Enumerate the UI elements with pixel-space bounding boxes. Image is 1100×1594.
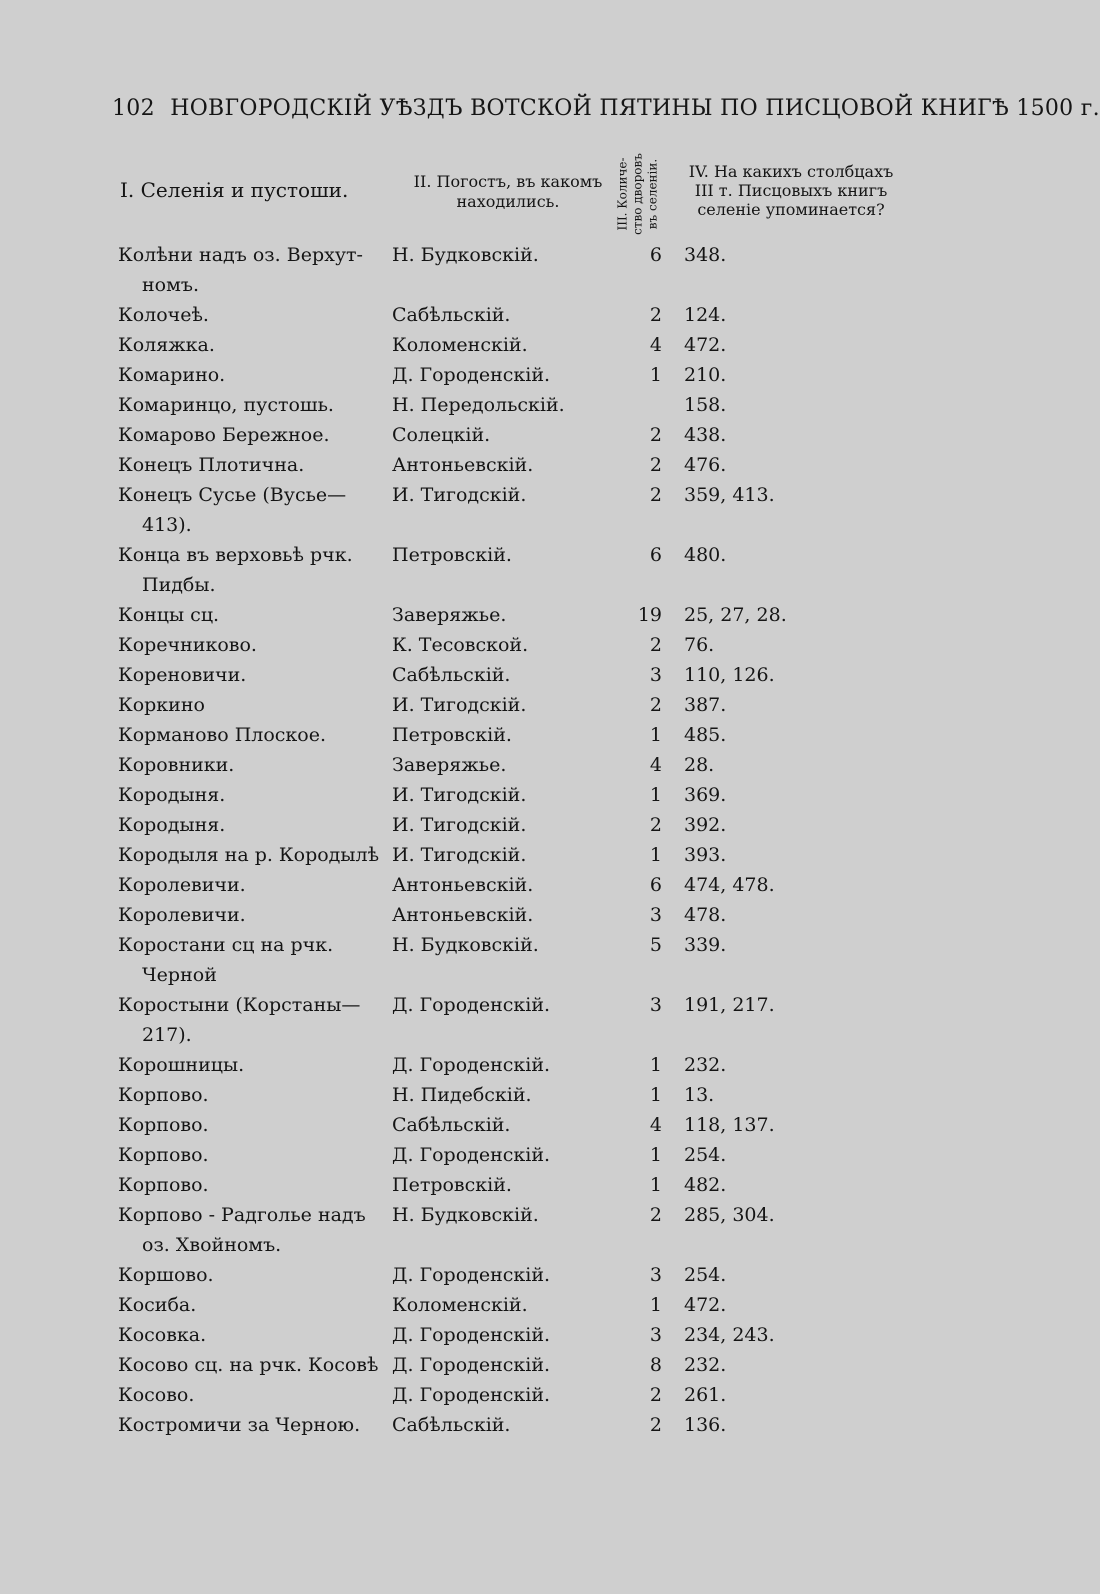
household-count: 3 (649, 664, 662, 686)
column-header-settlements-text: I. Селенія и пустоши. (120, 178, 349, 202)
pogost-name: Петровскій. (392, 1174, 512, 1196)
pogost-name: И. Тигодскій. (392, 784, 527, 806)
table-row (0, 1260, 1000, 1290)
household-count: 1 (649, 724, 662, 746)
table-row (0, 840, 1000, 870)
table-row (0, 780, 1000, 810)
book-column-refs: 124. (684, 304, 727, 326)
settlement-name (118, 1200, 386, 1260)
column-header-pogost-line: II. Погостъ, въ какомъ (413, 172, 603, 191)
pogost-name: Д. Городенскій. (392, 364, 551, 386)
settlement-name-line: Костромичи за Черною. (118, 1414, 361, 1436)
settlement-name-line: Корпово. (118, 1114, 209, 1136)
book-column-refs: 232. (684, 1354, 727, 1376)
settlement-name-line: номъ. (142, 274, 200, 296)
pogost-name: И. Тигодскій. (392, 844, 527, 866)
table-row (0, 360, 1000, 390)
column-header-households (616, 148, 660, 240)
table-row (0, 810, 1000, 840)
pogost-name: Н. Будковскій. (392, 1204, 539, 1226)
table-row (0, 1350, 1000, 1380)
settlement-name-line: Черной (142, 964, 217, 986)
settlement-name-line: Кореновичи. (118, 664, 247, 686)
book-column-refs: 348. (684, 244, 727, 266)
settlement-name-line: Конца въ верховьѣ рчк. (118, 544, 353, 566)
table-row (0, 480, 1000, 540)
column-header-households-line: III. Количе- (615, 157, 630, 231)
settlement-name-line: Пидбы. (142, 574, 216, 596)
book-column-refs: 261. (684, 1384, 727, 1406)
household-count: 4 (649, 334, 662, 356)
pogost-name: Солецкій. (392, 424, 491, 446)
household-count: 3 (649, 994, 662, 1016)
book-column-refs: 285, 304. (684, 1204, 775, 1226)
book-column-refs: 369. (684, 784, 727, 806)
settlement-name-line: Косовка. (118, 1324, 207, 1346)
settlement-name-line: Косиба. (118, 1294, 197, 1316)
settlement-name (118, 600, 386, 630)
table-row (0, 990, 1000, 1050)
settlement-name-line: Корпово. (118, 1144, 209, 1166)
settlement-name (118, 420, 386, 450)
settlement-name (118, 390, 386, 420)
table-row (0, 1290, 1000, 1320)
settlement-name-line: Кородыня. (118, 814, 226, 836)
household-count: 2 (649, 1204, 662, 1226)
book-column-refs: 482. (684, 1174, 727, 1196)
pogost-name: И. Тигодскій. (392, 814, 527, 836)
pogost-name: Н. Будковскій. (392, 934, 539, 956)
table-row (0, 1320, 1000, 1350)
household-count: 2 (649, 484, 662, 506)
book-column-refs: 158. (684, 394, 727, 416)
pogost-name: Коломенскій. (392, 334, 528, 356)
household-count: 3 (649, 1264, 662, 1286)
settlement-name-line: Коршово. (118, 1264, 214, 1286)
book-column-refs: 474, 478. (684, 874, 775, 896)
household-count: 1 (649, 1174, 662, 1196)
household-count: 2 (649, 454, 662, 476)
settlement-name (118, 990, 386, 1050)
settlement-name (118, 630, 386, 660)
household-count: 1 (649, 364, 662, 386)
settlement-name-line: оз. Хвойномъ. (142, 1234, 282, 1256)
book-column-refs: 392. (684, 814, 727, 836)
household-count: 2 (649, 694, 662, 716)
settlement-name-line: Корманово Плоское. (118, 724, 327, 746)
book-column-refs: 28. (684, 754, 715, 776)
settlement-name (118, 1110, 386, 1140)
settlement-name-line: Коровники. (118, 754, 235, 776)
settlement-name (118, 660, 386, 690)
book-column-refs: 136. (684, 1414, 727, 1436)
table-row (0, 1110, 1000, 1140)
table-row (0, 1050, 1000, 1080)
pogost-name: Петровскій. (392, 544, 512, 566)
column-header-households-line: ство дворовъ (630, 153, 645, 235)
book-column-refs: 472. (684, 1294, 727, 1316)
settlement-name (118, 750, 386, 780)
household-count: 6 (649, 244, 662, 266)
pogost-name: Н. Передольскій. (392, 394, 565, 416)
pogost-name: Д. Городенскій. (392, 1384, 551, 1406)
household-count: 6 (649, 544, 662, 566)
settlement-name-line: Коростани сц на рчк. (118, 934, 334, 956)
household-count: 2 (649, 1384, 662, 1406)
book-column-refs: 118, 137. (684, 1114, 775, 1136)
pogost-name: Д. Городенскій. (392, 1264, 551, 1286)
settlement-name-line: Королевичи. (118, 904, 246, 926)
settlement-name (118, 780, 386, 810)
household-count: 3 (649, 1324, 662, 1346)
settlement-name-line: Конецъ Плотична. (118, 454, 305, 476)
settlement-name (118, 330, 386, 360)
book-column-refs: 110, 126. (684, 664, 775, 686)
settlement-name-line: Кородыня. (118, 784, 226, 806)
household-count: 1 (649, 1144, 662, 1166)
settlement-name-line: Корошницы. (118, 1054, 245, 1076)
book-column-refs: 438. (684, 424, 727, 446)
household-count: 8 (649, 1354, 662, 1376)
table-row (0, 420, 1000, 450)
settlement-name-line: Корпово. (118, 1174, 209, 1196)
book-column-refs: 359, 413. (684, 484, 775, 506)
settlement-name (118, 690, 386, 720)
book-column-refs: 485. (684, 724, 727, 746)
pogost-name: Д. Городенскій. (392, 994, 551, 1016)
settlement-name-line: Косово. (118, 1384, 195, 1406)
settlement-name-line: Концы сц. (118, 604, 220, 626)
book-column-refs: 13. (684, 1084, 715, 1106)
column-header-columns (676, 162, 906, 219)
household-count: 2 (649, 424, 662, 446)
table-row (0, 720, 1000, 750)
settlement-name (118, 1320, 386, 1350)
table-row (0, 870, 1000, 900)
household-count: 1 (649, 784, 662, 806)
pogost-name: Д. Городенскій. (392, 1054, 551, 1076)
household-count: 1 (649, 1084, 662, 1106)
pogost-name: Д. Городенскій. (392, 1324, 551, 1346)
settlement-name (118, 1050, 386, 1080)
settlement-name-line: Королевичи. (118, 874, 246, 896)
settlement-name-line: Коречниково. (118, 634, 257, 656)
settlement-name (118, 810, 386, 840)
table-row (0, 1380, 1000, 1410)
table-row (0, 1140, 1000, 1170)
book-column-refs: 480. (684, 544, 727, 566)
settlement-name (118, 720, 386, 750)
settlement-name-line: Корпово. (118, 1084, 209, 1106)
book-column-refs: 254. (684, 1264, 727, 1286)
settlement-name (118, 1290, 386, 1320)
pogost-name: Антоньевскій. (392, 874, 534, 896)
table-row (0, 540, 1000, 600)
column-header-households-line: въ селеніи. (645, 158, 660, 230)
column-header-pogost (388, 172, 628, 212)
running-head-title: НОВГОРОДСКІЙ УѢЗДЪ ВОТСКОЙ ПЯТИНЫ ПО ПИСЦОВОЙ КНИГѢ 1500 г. (170, 96, 1100, 121)
settlement-name-line: Комарино. (118, 364, 226, 386)
column-header-pogost-line: находились. (456, 192, 560, 211)
table-row (0, 1200, 1000, 1260)
table-row (0, 600, 1000, 630)
settlement-name-line: Коростыни (Корстаны— (118, 994, 361, 1016)
settlement-name (118, 1080, 386, 1110)
pogost-name: Д. Городенскій. (392, 1144, 551, 1166)
book-column-refs: 254. (684, 1144, 727, 1166)
settlement-name-line: Кородыля на р. Кородылѣ (118, 844, 380, 866)
pogost-name: Н. Пидебскій. (392, 1084, 532, 1106)
household-count: 3 (649, 904, 662, 926)
settlement-name (118, 1410, 386, 1440)
table-row (0, 240, 1000, 300)
column-header-households-rotated (616, 153, 661, 235)
table-row (0, 750, 1000, 780)
pogost-name: Заверяжье. (392, 604, 507, 626)
pogost-name: К. Тесовской. (392, 634, 529, 656)
household-count: 1 (649, 1294, 662, 1316)
pogost-name: Н. Будковскій. (392, 244, 539, 266)
pogost-name: Сабѣльскій. (392, 1114, 511, 1136)
household-count: 1 (649, 1054, 662, 1076)
book-column-refs: 339. (684, 934, 727, 956)
book-column-refs: 191, 217. (684, 994, 775, 1016)
book-column-refs: 76. (684, 634, 715, 656)
settlement-name (118, 900, 386, 930)
settlement-name (118, 1140, 386, 1170)
pogost-name: И. Тигодскій. (392, 484, 527, 506)
settlement-name-line: Коляжка. (118, 334, 215, 356)
settlement-name-line: Корпово - Радголье надъ (118, 1204, 366, 1226)
settlement-table (0, 240, 1000, 1440)
table-row (0, 900, 1000, 930)
table-row (0, 930, 1000, 990)
table-row (0, 660, 1000, 690)
page-number: 102 (112, 96, 155, 121)
pogost-name: Сабѣльскій. (392, 1414, 511, 1436)
settlement-name (118, 1170, 386, 1200)
household-count: 4 (649, 754, 662, 776)
household-count: 2 (649, 634, 662, 656)
settlement-name (118, 240, 386, 300)
book-column-refs: 25, 27, 28. (684, 604, 787, 626)
pogost-name: Сабѣльскій. (392, 664, 511, 686)
settlement-name-line: Коркино (118, 694, 205, 716)
pogost-name: Сабѣльскій. (392, 304, 511, 326)
settlement-name (118, 930, 386, 990)
book-column-refs: 232. (684, 1054, 727, 1076)
table-row (0, 330, 1000, 360)
book-column-refs: 210. (684, 364, 727, 386)
book-column-refs: 478. (684, 904, 727, 926)
column-header-settlements (120, 180, 390, 200)
settlement-name-line: Комарово Бережное. (118, 424, 330, 446)
household-count: 5 (649, 934, 662, 956)
table-row (0, 1410, 1000, 1440)
table-row (0, 390, 1000, 420)
column-header-columns-line: селеніе упоминается? (697, 200, 885, 219)
pogost-name: Заверяжье. (392, 754, 507, 776)
running-head (112, 96, 1100, 121)
settlement-name (118, 540, 386, 600)
table-row (0, 450, 1000, 480)
household-count: 2 (649, 1414, 662, 1436)
settlement-name-line: Косово сц. на рчк. Косовѣ (118, 1354, 379, 1376)
book-column-refs: 393. (684, 844, 727, 866)
table-row (0, 300, 1000, 330)
pogost-name: Антоньевскій. (392, 454, 534, 476)
settlement-name (118, 360, 386, 390)
settlement-name (118, 1380, 386, 1410)
settlement-name (118, 1350, 386, 1380)
settlement-name (118, 840, 386, 870)
household-count: 19 (637, 604, 662, 626)
household-count: 4 (649, 1114, 662, 1136)
book-column-refs: 476. (684, 454, 727, 476)
table-row (0, 630, 1000, 660)
table-row (0, 1080, 1000, 1110)
table-row (0, 690, 1000, 720)
household-count: 6 (649, 874, 662, 896)
settlement-name-line: Комаринцо, пустошь. (118, 394, 334, 416)
settlement-name-line: Конецъ Сусье (Вусье— (118, 484, 347, 506)
pogost-name: Антоньевскій. (392, 904, 534, 926)
settlement-name-line: Колѣни надъ оз. Верхут- (118, 244, 363, 266)
settlement-name (118, 870, 386, 900)
book-column-refs: 234, 243. (684, 1324, 775, 1346)
column-header-columns-line: III т. Писцовыхъ книгъ (694, 181, 888, 200)
book-column-refs: 472. (684, 334, 727, 356)
settlement-name (118, 300, 386, 330)
column-header-columns-line: IV. На какихъ столбцахъ (688, 162, 894, 181)
settlement-name-line: Колочеѣ. (118, 304, 209, 326)
pogost-name: И. Тигодскій. (392, 694, 527, 716)
book-column-refs: 387. (684, 694, 727, 716)
household-count: 2 (649, 814, 662, 836)
settlement-name-line: 217). (142, 1024, 192, 1046)
pogost-name: Д. Городенскій. (392, 1354, 551, 1376)
settlement-name (118, 450, 386, 480)
table-row (0, 1170, 1000, 1200)
settlement-name (118, 1260, 386, 1290)
settlement-name (118, 480, 386, 540)
settlement-name-line: 413). (142, 514, 192, 536)
pogost-name: Коломенскій. (392, 1294, 528, 1316)
pogost-name: Петровскій. (392, 724, 512, 746)
household-count: 1 (649, 844, 662, 866)
household-count: 2 (649, 304, 662, 326)
